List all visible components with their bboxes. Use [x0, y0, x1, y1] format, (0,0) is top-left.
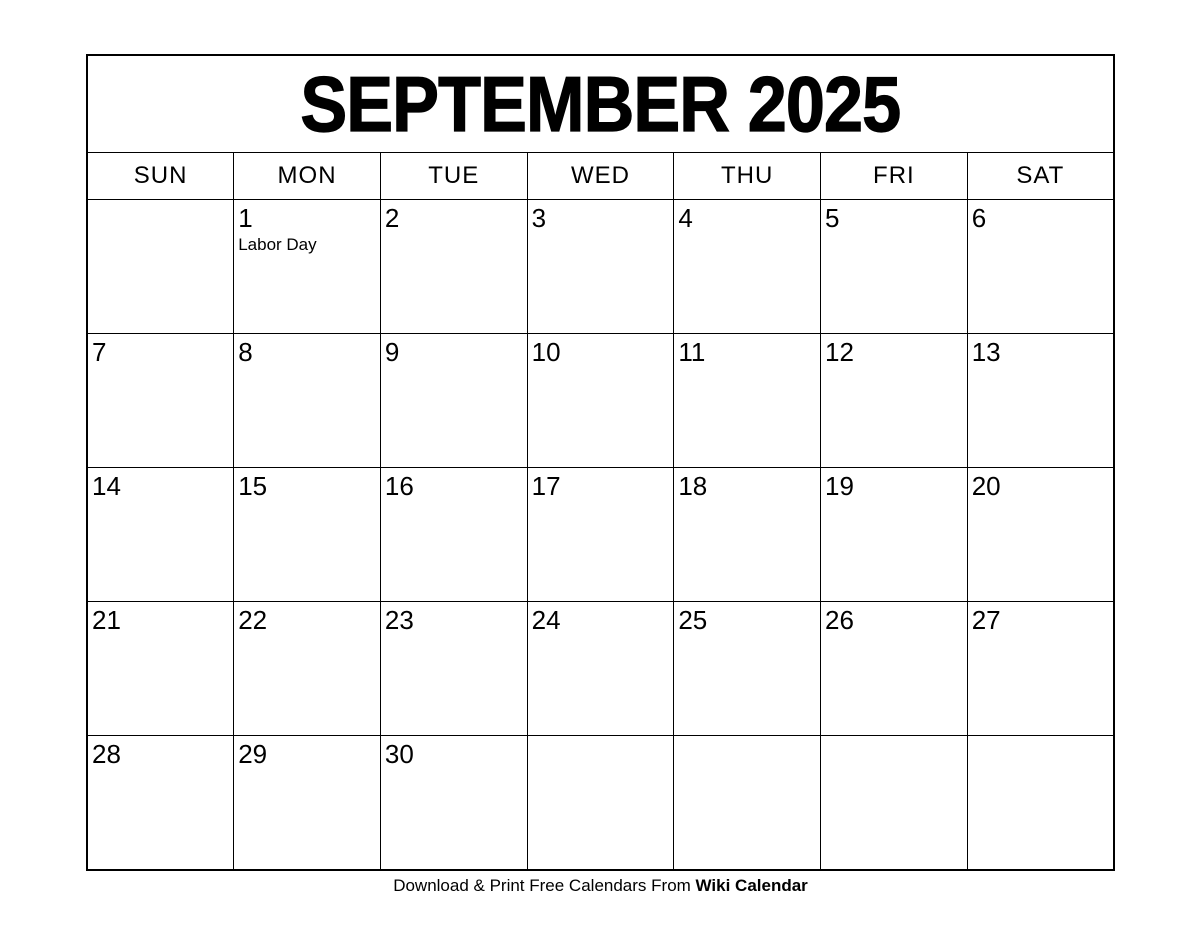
day-cell [967, 334, 1114, 468]
day-cell [234, 468, 381, 602]
week-row [87, 602, 1114, 736]
title-cell [87, 55, 1114, 153]
day-number: 23 [384, 605, 414, 635]
day-cell [234, 736, 381, 871]
day-cell [87, 736, 234, 871]
day-cell [821, 736, 968, 871]
day-cell [821, 602, 968, 736]
week-row [87, 736, 1114, 871]
day-cell [380, 334, 527, 468]
day-number: 9 [384, 337, 400, 367]
title-row [87, 55, 1114, 153]
day-number: 22 [238, 605, 268, 635]
day-number: 8 [238, 337, 253, 367]
footer-credit [86, 876, 1115, 896]
day-number: 29 [238, 739, 268, 769]
day-cell [527, 736, 674, 871]
event-label: Labor Day [238, 234, 317, 254]
day-cell [967, 736, 1114, 871]
day-number: 2 [384, 203, 400, 233]
week-row [87, 334, 1114, 468]
day-number: 13 [971, 337, 1001, 367]
week-row [87, 200, 1114, 334]
weekday-header-thu: THU [674, 153, 821, 200]
day-number: 5 [825, 203, 840, 233]
day-cell [821, 468, 968, 602]
weekday-header-sat: SAT [967, 153, 1114, 200]
day-number: 28 [92, 739, 121, 769]
day-cell [234, 334, 381, 468]
footer-credit-text: Download & Print Free Calendars From [393, 876, 696, 895]
day-cell [380, 200, 527, 334]
day-number: 24 [531, 605, 561, 635]
day-number: 27 [971, 605, 1001, 635]
calendar-table [86, 54, 1115, 871]
day-cell [527, 468, 674, 602]
weekday-header-row [87, 153, 1114, 200]
day-number: 16 [384, 471, 414, 501]
day-number: 26 [825, 605, 854, 635]
day-cell [527, 602, 674, 736]
day-number: 19 [825, 471, 854, 501]
day-cell [821, 200, 968, 334]
week-row [87, 468, 1114, 602]
day-number: 18 [678, 471, 708, 501]
day-number: 10 [531, 337, 561, 367]
day-number: 1 [238, 203, 253, 233]
day-cell [234, 602, 381, 736]
day-cell [87, 468, 234, 602]
day-number: 30 [384, 739, 414, 769]
day-cell [967, 468, 1114, 602]
weekday-header-mon: MON [234, 153, 381, 200]
day-number: 4 [678, 203, 693, 233]
day-number: 12 [825, 337, 854, 367]
weekday-header-fri: FRI [821, 153, 968, 200]
weekday-header-sun: SUN [87, 153, 234, 200]
day-cell [674, 602, 821, 736]
day-cell [967, 602, 1114, 736]
day-cell [674, 334, 821, 468]
day-cell [674, 200, 821, 334]
day-cell [674, 468, 821, 602]
day-cell [380, 736, 527, 871]
weekday-header-tue: TUE [380, 153, 527, 200]
day-cell [380, 602, 527, 736]
day-number: 7 [92, 337, 107, 367]
day-cell [967, 200, 1114, 334]
day-cell [234, 200, 381, 334]
day-cell [87, 200, 234, 334]
day-number: 20 [971, 471, 1001, 501]
day-cell [527, 334, 674, 468]
day-number: 17 [531, 471, 561, 501]
day-number: 3 [531, 203, 547, 233]
calendar [86, 54, 1115, 871]
day-cell [674, 736, 821, 871]
footer-brand-name: Wiki Calendar [695, 876, 808, 895]
day-number: 15 [238, 471, 268, 501]
month-year-title: SEPTEMBER 2025 [300, 60, 901, 148]
day-number: 11 [678, 337, 706, 367]
day-cell [380, 468, 527, 602]
day-number: 21 [92, 605, 121, 635]
day-number: 25 [678, 605, 708, 635]
day-cell [87, 602, 234, 736]
day-number: 14 [92, 471, 121, 501]
day-cell [87, 334, 234, 468]
day-cell [821, 334, 968, 468]
day-cell [527, 200, 674, 334]
weekday-header-wed: WED [527, 153, 674, 200]
day-number: 6 [971, 203, 987, 233]
